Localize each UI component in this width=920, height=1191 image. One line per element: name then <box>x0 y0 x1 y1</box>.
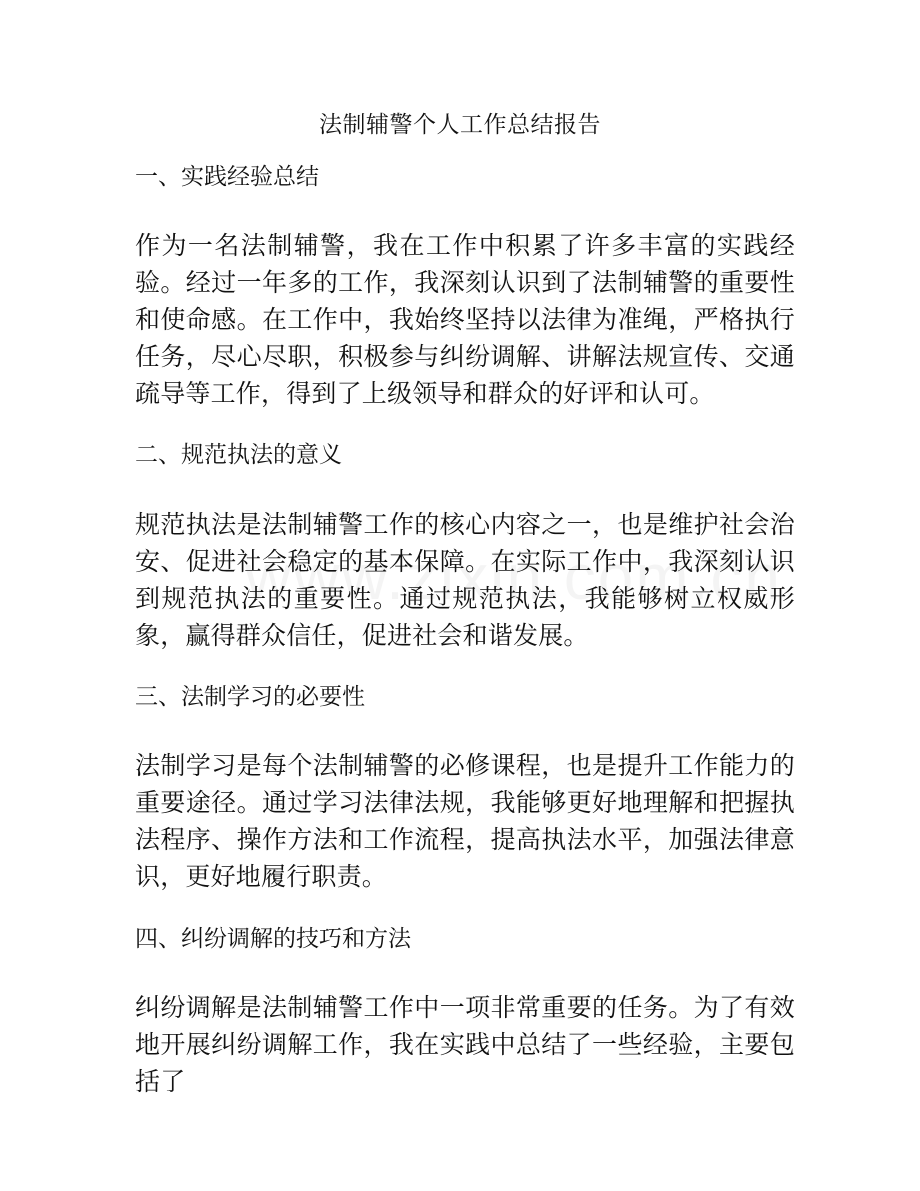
section-paragraph-2: 规范执法是法制辅警工作的核心内容之一，也是维护社会治安、促进社会稳定的基本保障。在实际工作中，我深刻认识到规范执法的重要性。通过规范执法，我能够树立权威形象，赢得群众信任，促进社会和谐发展。 <box>135 510 795 650</box>
section-heading-2: 二、规范执法的意义 <box>135 442 342 468</box>
section-heading-4: 四、纠纷调解的技巧和方法 <box>135 926 411 952</box>
section-heading-3: 三、法制学习的必要性 <box>135 684 365 710</box>
section-paragraph-3: 法制学习是每个法制辅警的必修课程，也是提升工作能力的重要途径。通过学习法律法规，我能够更好地理解和把握执法程序、操作方法和工作流程，提高执法水平，加强法律意识，更好地履行职责。 <box>135 751 795 891</box>
document-title: 法制辅警个人工作总结报告 <box>319 112 601 138</box>
section-heading-1: 一、实践经验总结 <box>135 164 319 190</box>
section-paragraph-1: 作为一名法制辅警，我在工作中积累了许多丰富的实践经验。经过一年多的工作，我深刻认识到了法制辅警的重要性和使命感。在工作中，我始终坚持以法律为准绳，严格执行任务，尽心尽职，积极参与纠纷调解、讲解法规宣传、交通疏导等工作，得到了上级领导和群众的好评和认可。 <box>135 231 795 408</box>
section-paragraph-4: 纠纷调解是法制辅警工作中一项非常重要的任务。为了有效地开展纠纷调解工作，我在实践中总结了一些经验，主要包括了 <box>135 993 795 1096</box>
